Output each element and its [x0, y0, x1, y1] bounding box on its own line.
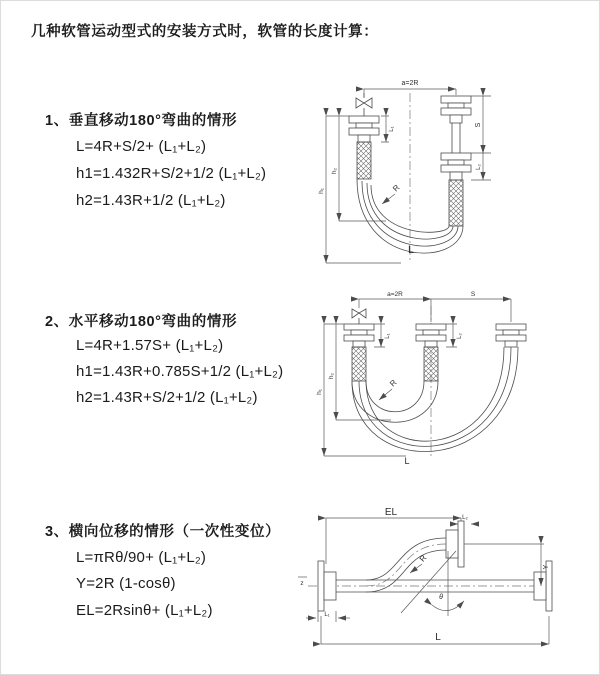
- dim-label-s: S: [475, 122, 482, 128]
- dim-label-a2r: a=2R: [401, 80, 419, 87]
- section-3-formula-EL: EL=2Rsinθ+ (L₁+L₂): [76, 602, 213, 619]
- left-fitting: [349, 116, 379, 179]
- diagram-horizontal-180-bend: [301, 286, 536, 471]
- dim-label-s: S: [470, 291, 476, 298]
- section-3-heading: 3、横向位移的情形（一次性变位）: [45, 524, 281, 540]
- section-3-formula-L: L=πRθ/90+ (L₁+L₂): [76, 549, 207, 566]
- diagram-vertical-180-bend: [301, 71, 511, 271]
- hose-braid: [449, 180, 463, 226]
- page-title: 几种软管运动型式的安装方式时，软管的长度计算：: [31, 24, 379, 40]
- dim-label-l: L: [407, 244, 415, 256]
- hose-s-curve: [366, 538, 446, 592]
- centerline-mark: z: [300, 580, 304, 587]
- left-fitting: [344, 324, 374, 381]
- valve-icon: [352, 309, 366, 324]
- diagram-lateral-displacement: [296, 506, 591, 656]
- valve-icon: [356, 93, 372, 116]
- section-2-formula-h2: h2=1.43R+S/2+1/2 (L₁+L₂): [76, 389, 258, 406]
- section-2-formula-h1: h1=1.43R+0.785S+1/2 (L₁+L₂): [76, 363, 284, 380]
- section-1-formula-L: L=4R+S/2+ (L₁+L₂): [76, 138, 207, 155]
- dim-label-y: Y: [543, 564, 550, 570]
- section-3-formula-Y: Y=2R (1-cosθ): [76, 575, 176, 592]
- dim-label-l2: L₂: [476, 164, 482, 170]
- dim-label-h1: h₁: [318, 188, 325, 194]
- angle-construction: [401, 551, 464, 616]
- dim-label-l: L: [404, 456, 410, 466]
- dim-label-l1: L₁: [385, 333, 391, 339]
- section-2-heading: 2、水平移动180°弯曲的情形: [45, 314, 238, 330]
- hose-braid: [357, 142, 371, 179]
- dim-label-h2: h₂: [328, 372, 335, 380]
- section-1-heading: 1、垂直移动180°弯曲的情形: [45, 113, 238, 129]
- middle-fitting: [416, 324, 446, 381]
- section-1-formula-h1: h1=1.432R+S/2+1/2 (L₁+L₂): [76, 165, 267, 182]
- dim-label-r: R: [388, 378, 399, 389]
- section-1-formula-h2: h2=1.43R+1/2 (L₁+L₂): [76, 192, 226, 209]
- right-flange-displaced: [446, 521, 464, 567]
- dim-label-l: L: [435, 632, 441, 643]
- right-fitting-lower: [441, 153, 471, 180]
- dim-label-r: R: [417, 553, 429, 564]
- left-flange: [318, 561, 336, 611]
- dim-label-a2r: a=2R: [387, 291, 403, 298]
- section-2-formula-L: L=4R+1.57S+ (L₁+L₂): [76, 337, 224, 354]
- dim-label-l2: L₂: [457, 333, 463, 339]
- hose-braid: [424, 347, 438, 381]
- dim-label-l2: L₂: [462, 515, 468, 521]
- dim-label-theta: θ: [439, 594, 443, 601]
- dim-label-r: R: [391, 183, 402, 194]
- dim-label-l1: L₁: [324, 612, 330, 618]
- right-fitting-upper: [441, 96, 471, 123]
- dim-label-h2: h₂: [331, 167, 338, 175]
- dim-label-el: EL: [384, 507, 398, 518]
- dim-label-h1: h₁: [316, 389, 323, 395]
- dim-label-l1: L₁: [389, 126, 395, 132]
- hose-braid: [352, 347, 366, 381]
- right-fitting: [496, 324, 526, 347]
